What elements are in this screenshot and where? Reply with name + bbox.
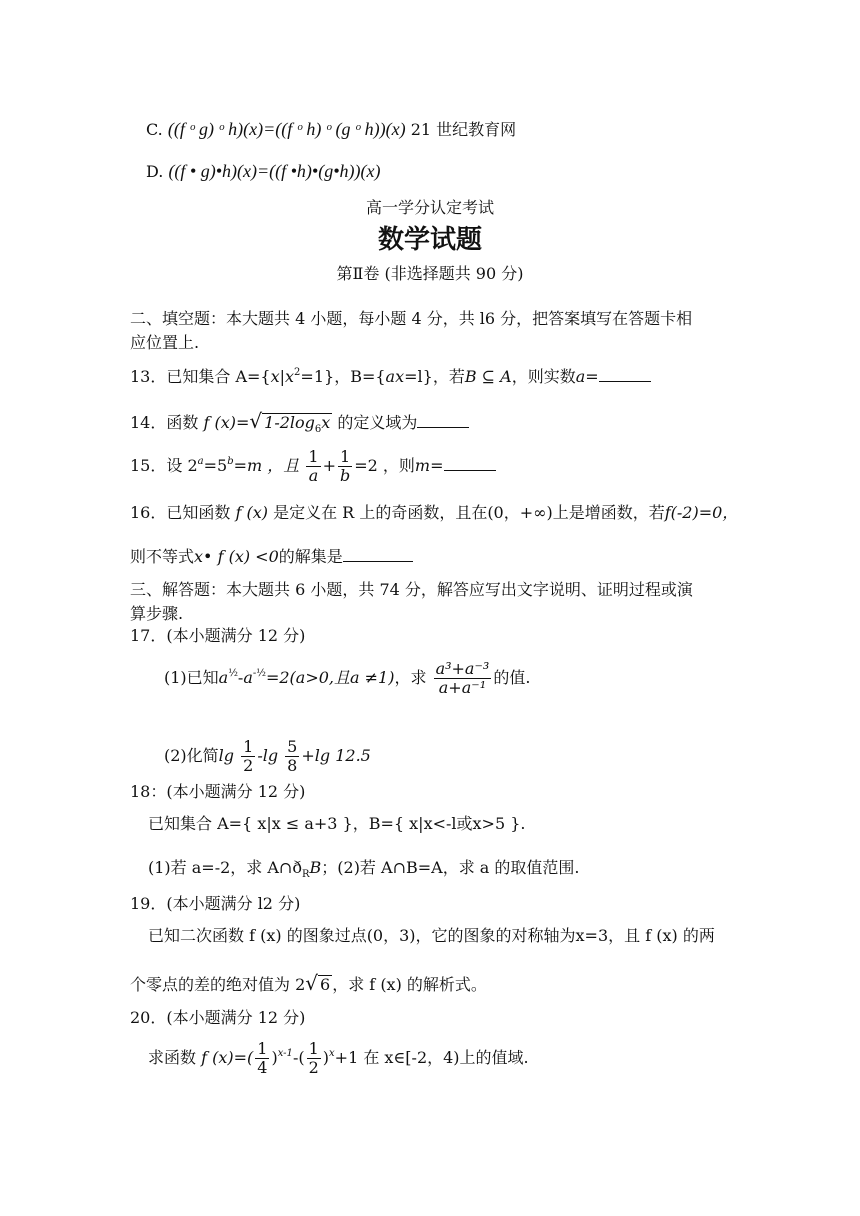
option-d-expression: ((f • g)•h)(x)=((f •h)•(g•h))(x) [168, 161, 381, 181]
q16-condition: f(-2)=0， [664, 503, 739, 522]
q20-heading: 20．(本小题满分 12 分) [130, 1008, 306, 1027]
section2-intro-line2: 应位置上. [130, 333, 200, 352]
q18-var: B [309, 858, 322, 877]
q13-var: a= [575, 367, 599, 386]
q20-function: f (x)=( [201, 1048, 254, 1067]
q15-text: =2 ，则 [354, 456, 415, 475]
q15-answer-blank[interactable] [444, 456, 496, 471]
q13-subset: B ⊆ A [464, 367, 512, 386]
question-16-line2 [130, 547, 413, 568]
q17-var: a [218, 668, 229, 687]
q17-part2 [164, 738, 371, 775]
q16-inequality: x• f (x) <0 [194, 547, 279, 566]
q18-parts [148, 858, 580, 881]
q15-text: =5 [203, 456, 228, 475]
option-c [146, 118, 516, 141]
q20-fraction-quarter [255, 1040, 269, 1077]
numerator: a³+a⁻³ [435, 659, 490, 678]
plus-sign: + [322, 456, 336, 475]
numerator: 1 [243, 737, 254, 756]
q16-text: 的解集是 [278, 547, 343, 566]
sqrt-icon: √ [249, 409, 263, 433]
q20-paren: -( [292, 1048, 305, 1067]
section3-intro-line2: 算步骤. [130, 604, 184, 623]
q15-fraction-2 [338, 448, 352, 485]
q17-text: (1)已知 [164, 668, 219, 687]
q19-heading: 19．(本小题满分 l2 分) [130, 894, 301, 913]
question-13 [130, 366, 651, 388]
denominator: a [308, 466, 319, 485]
q20-text: +1 在 x∈[-2，4)上的值域. [334, 1048, 529, 1067]
denominator: 2 [243, 756, 254, 775]
q19-radicand: 6 [320, 975, 331, 994]
q14-function: f (x)= [203, 413, 250, 432]
q13-number: 13． [130, 367, 167, 386]
q17-lg: -lg [257, 746, 279, 765]
q17-exp: -½ [252, 668, 266, 679]
watermark-text: 21 世纪教育网 [410, 120, 517, 139]
q17-text: 的值. [493, 668, 531, 687]
exam-name: 高一学分认定考试 [365, 198, 494, 217]
q20-exp: x-1 [277, 1048, 293, 1059]
q13-var: ax [385, 367, 405, 386]
q20-text: 求函数 [148, 1048, 197, 1067]
q16-number: 16． [130, 503, 167, 522]
q14-text: 的定义域为 [337, 413, 418, 432]
q19-line1: 已知二次函数 f (x) 的图象过点(0，3)，它的图象的对称轴为x=3，且 f (x) 的两 [148, 926, 715, 945]
q15-exp: a [197, 456, 204, 467]
q19-line2 [130, 970, 487, 996]
question-16-line1 [130, 503, 738, 524]
option-c-letter: C. [146, 120, 163, 139]
option-d [146, 160, 381, 183]
q20-exp: x [329, 1048, 335, 1059]
q17-text: (2)化简 [164, 746, 219, 765]
q14-x: x [321, 413, 331, 432]
q20-fraction-half [307, 1040, 321, 1077]
numerator: 5 [287, 737, 298, 756]
q18-text: ；(2)若 A∩B=A，求 a 的取值范围. [321, 858, 580, 877]
page-title: 数学试题 [377, 225, 482, 255]
q13-text: =1}，B={ [300, 367, 386, 386]
q14-log: 1-2log [264, 413, 315, 432]
q14-radicand [262, 413, 332, 439]
q17-fraction-five-eighths [285, 738, 299, 775]
q17-text: +lg 12.5 [301, 746, 371, 765]
q16-text: 是定义在 R 上的奇函数，且在(0，+∞)上是增函数，若 [273, 503, 665, 522]
q17-fraction-half [241, 738, 255, 775]
numerator: 1 [308, 1039, 319, 1058]
option-d-letter: D. [146, 162, 164, 181]
q14-number: 14． [130, 413, 167, 432]
minus-sign: - [237, 668, 244, 687]
q20-body [148, 1040, 529, 1077]
q20-paren: ) [271, 1048, 278, 1067]
q20-paren: ) [322, 1048, 330, 1067]
q17-part1 [164, 660, 530, 697]
q17-condition: =2(a>0,且a ≠1) [265, 668, 395, 687]
section3-intro-line1: 三、解答题：本大题共 6 小题，共 74 分，解答应写出文字说明、证明过程或演 [130, 580, 693, 599]
q13-answer-blank[interactable] [599, 367, 651, 382]
q15-var: m= [414, 456, 444, 475]
q17-fraction [434, 660, 492, 697]
q15-fraction-1 [306, 448, 320, 485]
q15-exp: b [227, 456, 234, 467]
denominator: b [339, 466, 351, 485]
q19-text: 个零点的差的绝对值为 2 [130, 975, 306, 994]
q15-number: 15． [130, 456, 167, 475]
q17-exp: ½ [228, 668, 238, 679]
q13-text: ，则实数 [511, 367, 576, 386]
section2-intro-line1: 二、填空题：本大题共 4 小题，每小题 4 分，共 l6 分，把答案填写在答题卡相 [130, 309, 693, 328]
question-14 [130, 408, 469, 439]
q17-var: a [243, 668, 253, 687]
q13-text: =l}，若 [404, 367, 465, 386]
q17-text: ，求 [394, 668, 427, 687]
q14-base: 6 [314, 424, 322, 435]
denominator: 2 [308, 1058, 319, 1077]
denominator: 8 [287, 756, 298, 775]
sqrt-icon: √ [305, 971, 319, 995]
denominator: a+a⁻¹ [438, 678, 487, 697]
q14-answer-blank[interactable] [417, 413, 469, 428]
volume-subtitle: 第Ⅱ卷 (非选择题共 90 分) [336, 264, 524, 283]
q16-text: 已知函数 [166, 503, 231, 522]
numerator: 1 [257, 1039, 268, 1058]
option-c-expression: ((f ᵒ g) ᵒ h)(x)=((f ᵒ h) ᵒ (g ᵒ h))(x) [167, 119, 406, 139]
q16-function: f (x) [235, 503, 268, 522]
q18-given: 已知集合 A={ x|x ≤ a+3 }，B={ x|x<-l或x>5 }. [148, 814, 526, 833]
q18-text: (1)若 a=-2，求 A∩ð [148, 858, 302, 877]
q15-text: =m ，且 [233, 456, 300, 475]
q19-text: ，求 f (x) 的解析式。 [332, 975, 487, 994]
q17-heading: 17．(本小题满分 12 分) [130, 626, 306, 645]
q17-lg: lg [218, 746, 235, 765]
q15-text: 设 2 [166, 456, 198, 475]
numerator: 1 [308, 447, 319, 466]
q13-exp: 2 [294, 367, 301, 378]
q14-text: 函数 [166, 413, 199, 432]
denominator: 4 [257, 1058, 268, 1077]
q18-heading: 18：(本小题满分 12 分) [130, 782, 306, 801]
q13-text: 已知集合 A={ [166, 367, 271, 386]
q16-answer-blank[interactable] [343, 547, 413, 562]
numerator: 1 [338, 448, 352, 467]
q16-text: 则不等式 [130, 547, 195, 566]
q18-sub: R [301, 869, 310, 880]
question-15 [130, 448, 496, 485]
q13-var: x|x [270, 367, 295, 386]
